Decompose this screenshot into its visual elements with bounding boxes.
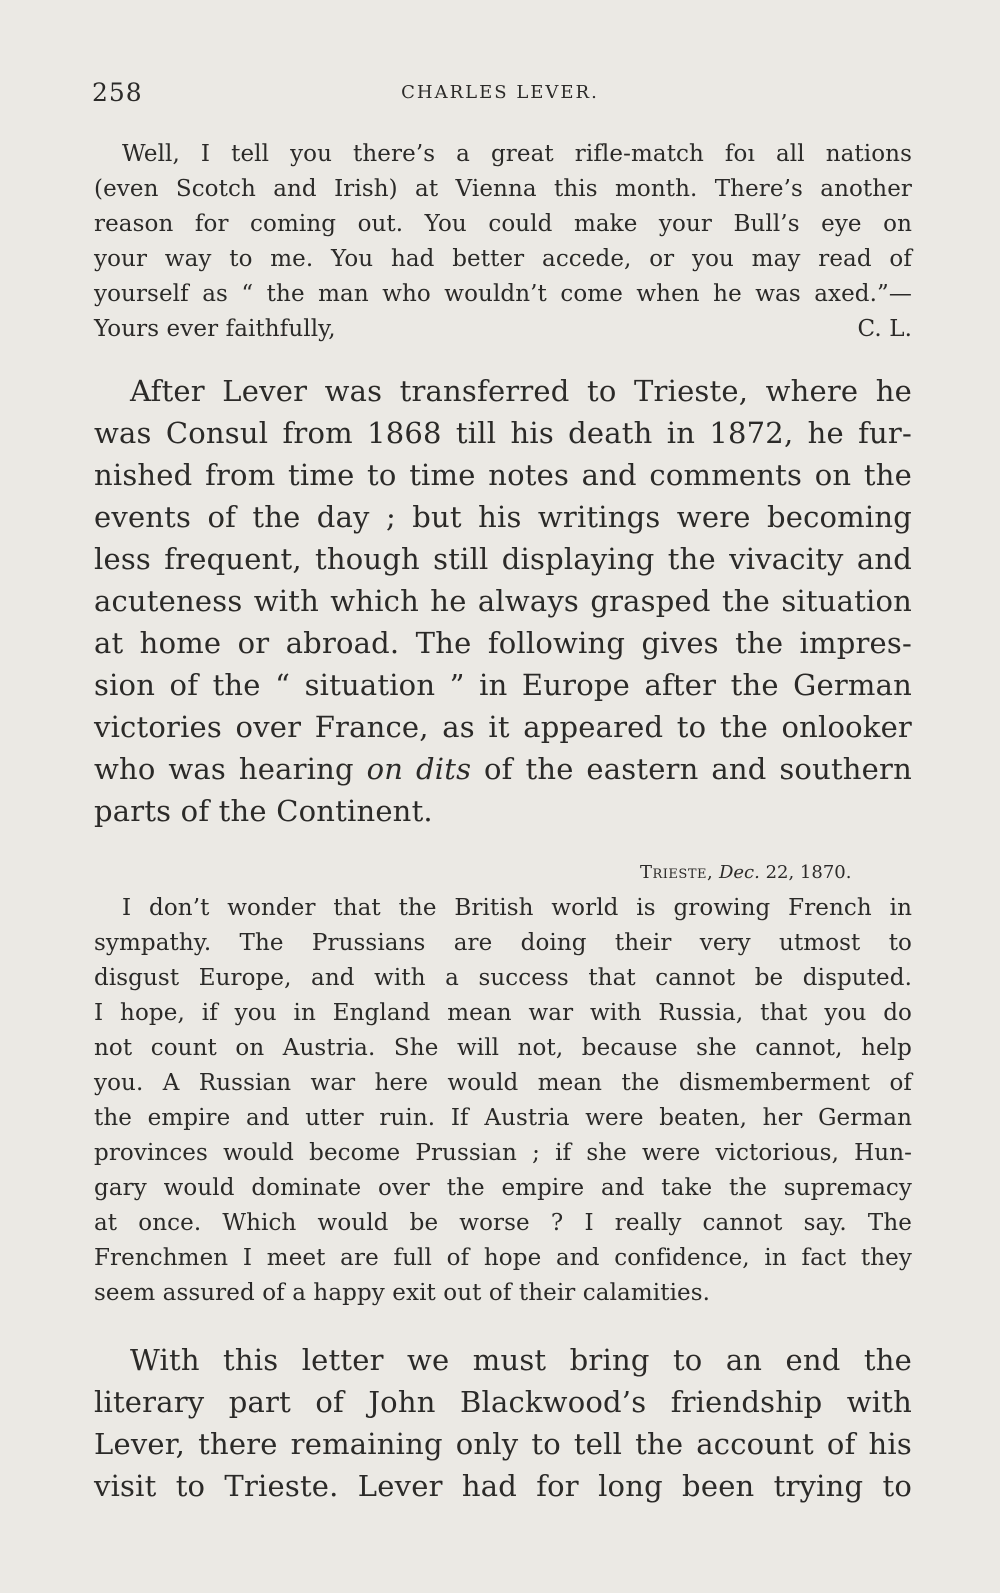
text-line: not count on Austria. She will not, because she cannot, help <box>94 1035 912 1061</box>
dateline-place: Trieste, <box>640 862 714 883</box>
text-line: parts of the Continent. <box>94 794 433 828</box>
letter-closing-line <box>94 316 912 342</box>
text-line: reason for coming out. You could make your Bull’s eye on <box>94 211 912 237</box>
text-line: literary part of John Blackwood’s friendship with <box>94 1385 912 1419</box>
letter-signature: C. L. <box>857 316 912 342</box>
text-line: sion of the “ situation ” in Europe after the German <box>94 668 912 702</box>
dateline-month: Dec. <box>718 862 760 883</box>
text-line: acuteness with which he always grasped the situation <box>94 584 912 618</box>
text-line: Lever, there remaining only to tell the account of his <box>94 1427 912 1461</box>
text-line: at home or abroad. The following gives the impres- <box>94 626 912 660</box>
text-line: victories over France, as it appeared to the onlooker <box>94 710 912 744</box>
text-line: your way to me. You had better accede, or you may read of <box>94 246 912 272</box>
letter-closing: Yours ever faithfully, <box>94 316 336 342</box>
text-line: less frequent, though still displaying the vivacity and <box>94 542 912 576</box>
text-line: visit to Trieste. Lever had for long been trying to <box>94 1469 912 1503</box>
text-line: nished from time to time notes and comments on the <box>94 458 912 492</box>
text-line: the empire and utter ruin. If Austria were beaten, her German <box>94 1105 912 1131</box>
letter-dateline <box>640 862 851 883</box>
text-line: you. A Russian war here would mean the dismemberment of <box>94 1070 912 1096</box>
text-line: Frenchmen I meet are full of hope and confidence, in fact they <box>94 1245 912 1271</box>
page-number: 258 <box>92 78 143 107</box>
text-line: (even Scotch and Irish) at Vienna this month. There’s another <box>94 176 912 202</box>
italic-phrase: on dits <box>366 752 472 786</box>
text-line: gary would dominate over the empire and take the supremacy <box>94 1175 912 1201</box>
text-line: With this letter we must bring to an end the <box>130 1343 912 1377</box>
text-line: sympathy. The Prussians are doing their very utmost to <box>94 930 912 956</box>
text-line <box>94 752 912 786</box>
text-line: disgust Europe, and with a success that cannot be disputed. <box>94 965 912 991</box>
text-line: provinces would become Prussian ; if she were victorious, Hun- <box>94 1140 912 1166</box>
text-line: yourself as “ the man who wouldn’t come when he was axed.”— <box>94 281 912 307</box>
running-head: CHARLES LEVER. <box>401 82 599 103</box>
text-line: After Lever was transferred to Trieste, where he <box>130 374 912 408</box>
text-line: at once. Which would be worse ? I really cannot say. The <box>94 1210 912 1236</box>
text-line: I don’t wonder that the British world is growing French in <box>122 895 912 921</box>
text-line: I hope, if you in England mean war with Russia, that you do <box>94 1000 912 1026</box>
text-span: who was hearing <box>94 752 367 786</box>
text-span: of the eastern and southern <box>471 752 912 786</box>
text-line: seem assured of a happy exit out of their calamities. <box>94 1280 711 1306</box>
text-line: events of the day ; but his writings were becoming <box>94 500 912 534</box>
text-line: Well, I tell you there’s a great rifle-match foı all nations <box>122 141 912 167</box>
page-header <box>92 78 908 112</box>
dateline-day-year: 22, 1870. <box>759 862 852 883</box>
text-line: was Consul from 1868 till his death in 1872, he fur- <box>94 416 912 450</box>
